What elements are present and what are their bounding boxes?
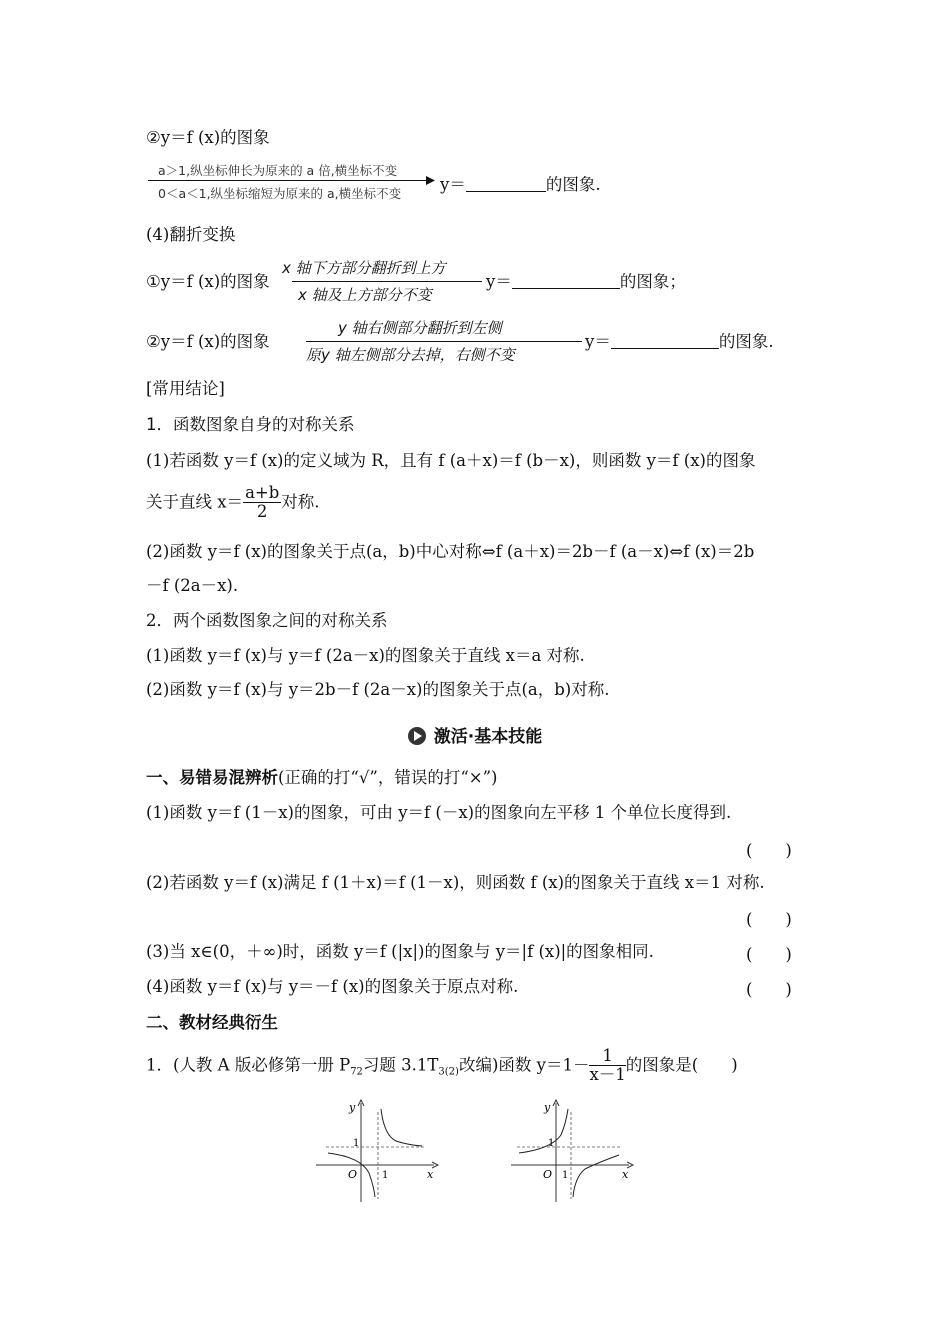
graph-b-y-label: y — [544, 1101, 551, 1114]
graph-b-x-one: 1 — [562, 1170, 569, 1181]
graph-option-b[interactable] — [511, 1097, 636, 1207]
judge-item-3: (3)当 x∈(0，＋∞)时，函数 y＝f (|x|)的图象与 y＝|f (x)|的图象相同. — [146, 942, 654, 961]
flip1-result-pre: y＝ — [486, 272, 512, 291]
q1-fraction-numerator: 1 — [589, 1047, 625, 1066]
graph-a-y-label: y — [349, 1101, 356, 1114]
conclusion1-item2b: －f (2a－x). — [146, 576, 239, 595]
fraction-1-over-x-minus-1 — [589, 1047, 625, 1084]
arrow1-blank — [466, 175, 546, 192]
flip2-prefix: ②y＝f (x)的图象 — [146, 332, 270, 351]
conclusion2-item1: (1)函数 y＝f (x)与 y＝f (2a－x)的图象关于直线 x＝a 对称. — [146, 646, 585, 665]
graph-a-y-one: 1 — [353, 1138, 360, 1149]
part2-title: 二、教材经典衍生 — [146, 1013, 278, 1032]
flip1-line — [292, 281, 482, 282]
graph-a-origin: O — [348, 1168, 358, 1181]
conclusion1-title: 1．函数图象自身的对称关系 — [146, 415, 355, 434]
judge-paren-1[interactable]: ( ) — [746, 841, 792, 860]
flip2-line — [306, 341, 582, 342]
flip2-result-post: 的图象. — [718, 332, 774, 351]
conclusion1-item1b-pre: 关于直线 x＝ — [146, 492, 244, 512]
conclusion1-item1b-post: 对称. — [281, 492, 320, 512]
flip2-blank — [611, 332, 719, 349]
flip1-result — [486, 271, 686, 293]
arrow1-bottom-label: 0＜a＜1,纵坐标缩短为原来的 a,横坐标不变 — [158, 186, 402, 201]
q1-mid: 习题 3.1T — [362, 1055, 439, 1075]
flip1-bottom-label: x 轴及上方部分不变 — [298, 286, 432, 304]
section-title — [0, 722, 950, 747]
q1-fraction-denominator: x－1 — [589, 1065, 626, 1084]
judge-item-2: (2)若函数 y＝f (x)满足 f (1＋x)＝f (1－x)，则函数 f (x)的图象关于直线 x＝1 对称. — [146, 873, 765, 892]
q1-pre: 1．(人教 A 版必修第一册 P — [146, 1055, 351, 1075]
judge-paren-4[interactable]: ( ) — [746, 980, 792, 999]
flip1-result-post: 的图象； — [619, 272, 686, 291]
arrow1-top-label: a＞1,纵坐标伸长为原来的 a 倍,横坐标不变 — [158, 163, 398, 178]
judge-paren-3[interactable]: ( ) — [746, 945, 792, 964]
conclusion2-item2: (2)函数 y＝f (x)与 y＝2b－f (2a－x)的图象关于点(a，b)对称. — [146, 680, 610, 699]
judge-paren-2[interactable]: ( ) — [746, 910, 792, 929]
fraction-denominator: 2 — [256, 502, 268, 521]
part1-title-bold: 一、易错易混辨析 — [146, 768, 278, 787]
flip1-prefix: ①y＝f (x)的图象 — [146, 272, 270, 291]
question-1 — [146, 1047, 738, 1084]
graph-b-origin: O — [543, 1168, 553, 1181]
arrow1-result-post: 的图象. — [545, 175, 601, 194]
arrow1-result — [440, 174, 601, 196]
play-circle-icon — [408, 727, 426, 745]
q1-mid2: 改编)函数 y＝1－ — [458, 1055, 590, 1075]
conclusion1-item1b — [146, 484, 320, 521]
graph-b-y-one: 1 — [548, 1138, 555, 1149]
flip1-blank — [512, 272, 620, 289]
flip2-bottom-label: 原y 轴左侧部分去掉，右侧不变 — [306, 346, 515, 364]
graph-option-a[interactable] — [316, 1097, 441, 1207]
line-p1: ②y＝f (x)的图象 — [146, 128, 270, 147]
conclusion1-item1a: (1)若函数 y＝f (x)的定义域为 R，且有 f (a＋x)＝f (b－x)，则函数 y＝f (x)的图象 — [146, 451, 756, 470]
part1-title — [146, 767, 497, 789]
flip2-top-label: y 轴右侧部分翻折到左侧 — [338, 319, 502, 337]
part1-title-note: (正确的打“√”，错误的打“×”) — [278, 768, 498, 787]
common-conclusion-label: [常用结论] — [146, 379, 225, 398]
flip2-result-pre: y＝ — [585, 332, 611, 351]
arrow1-result-pre: y＝ — [440, 175, 466, 194]
arrow1-head-icon — [426, 176, 436, 185]
q1-sub-page: 72 — [350, 1066, 363, 1078]
graph-b-x-label: x — [622, 1168, 629, 1181]
judge-item-1: (1)函数 y＝f (1－x)的图象，可由 y＝f (－x)的图象向左平移 1 个单位长度得到. — [146, 803, 732, 822]
fraction-numerator: a+b — [245, 483, 280, 502]
conclusion1-item2a: (2)函数 y＝f (x)的图象关于点(a，b)中心对称⇔f (a＋x)＝2b－f (a－x)⇔f (x)＝2b — [146, 542, 755, 561]
q1-post: 的图象是( ) — [625, 1055, 738, 1075]
judge-item-4: (4)函数 y＝f (x)与 y＝－f (x)的图象关于原点对称. — [146, 977, 519, 996]
section-title-text: 激活·基本技能 — [433, 727, 543, 747]
flip1-top-label: x 轴下方部分翻折到上方 — [282, 259, 446, 277]
graph-a-x-one: 1 — [382, 1170, 389, 1181]
graph-a-x-label: x — [427, 1168, 434, 1181]
heading-flip: (4)翻折变换 — [146, 225, 236, 244]
flip2-result — [585, 331, 774, 353]
q1-sub-item: 3(2) — [438, 1066, 459, 1078]
arrow1-line — [148, 180, 430, 181]
fraction-a-plus-b-over-2 — [243, 484, 281, 521]
conclusion2-title: 2．两个函数图象之间的对称关系 — [146, 611, 388, 630]
